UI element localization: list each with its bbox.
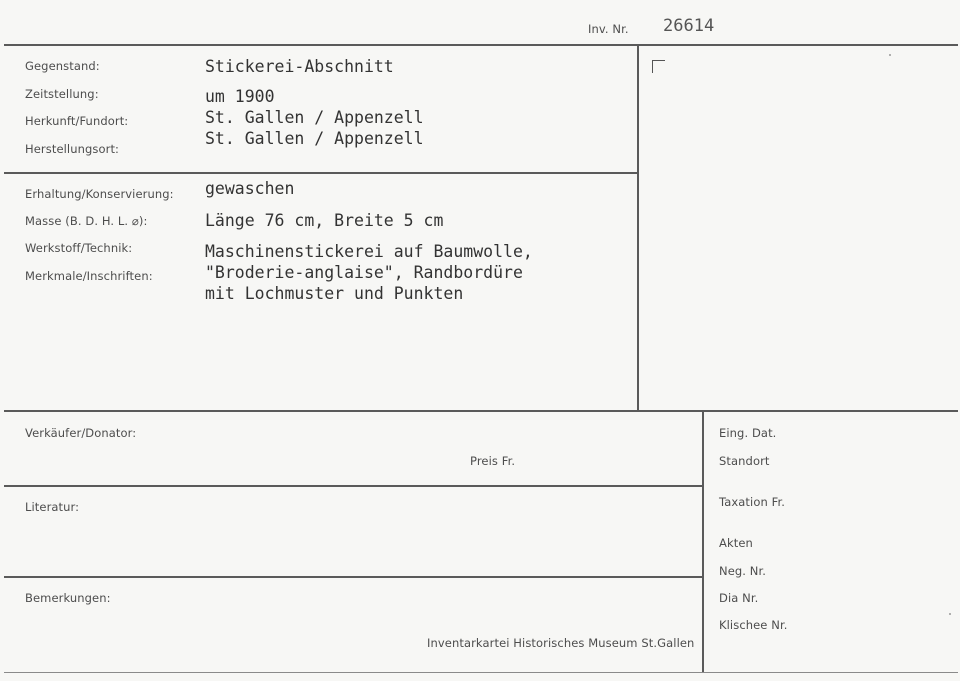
value-erhaltung: gewaschen — [205, 179, 295, 198]
value-zeitstellung: um 1900 — [205, 87, 275, 106]
label-zeitstellung: Zeitstellung: — [25, 87, 99, 101]
inv-number: 26614 — [663, 16, 715, 36]
label-masse: Masse (B. D. H. L. ⌀): — [25, 214, 148, 228]
divider-bemerkungen — [4, 576, 703, 578]
value-masse: Länge 76 cm, Breite 5 cm — [205, 211, 444, 230]
inv-nr-label: Inv. Nr. — [588, 22, 629, 36]
label-dia-nr: Dia Nr. — [719, 591, 759, 605]
label-standort: Standort — [719, 454, 770, 468]
value-technik-line2: "Broderie-anglaise", Randbordüre — [205, 263, 523, 282]
label-verkaeufer: Verkäufer/Donator: — [25, 426, 137, 440]
label-bemerkungen: Bemerkungen: — [25, 591, 111, 605]
divider-literatur — [4, 485, 703, 487]
photo-corner-mark — [652, 60, 665, 73]
lower-column-divider — [702, 410, 704, 672]
section-divider-2 — [4, 410, 958, 412]
label-akten: Akten — [719, 536, 753, 550]
label-taxation: Taxation Fr. — [719, 495, 786, 509]
label-erhaltung: Erhaltung/Konservierung: — [25, 187, 174, 201]
value-technik-line3: mit Lochmuster und Punkten — [205, 284, 464, 303]
speck — [949, 613, 951, 615]
label-herstellungsort: Herstellungsort: — [25, 142, 120, 156]
top-rule — [4, 44, 958, 46]
label-gegenstand: Gegenstand: — [25, 59, 100, 73]
label-preis: Preis Fr. — [470, 454, 516, 468]
value-herkunft: St. Gallen / Appenzell — [205, 108, 424, 127]
label-herkunft: Herkunft/Fundort: — [25, 114, 129, 128]
label-klischee-nr: Klischee Nr. — [719, 618, 788, 632]
value-gegenstand: Stickerei-Abschnitt — [205, 57, 394, 76]
right-column-divider — [637, 44, 639, 411]
value-herstellungsort: St. Gallen / Appenzell — [205, 129, 424, 148]
label-merkmale: Merkmale/Inschriften: — [25, 269, 153, 283]
label-eing-dat: Eing. Dat. — [719, 426, 777, 440]
section-divider-1 — [4, 172, 638, 174]
bottom-rule — [4, 672, 958, 673]
label-literatur: Literatur: — [25, 500, 80, 514]
value-technik-line1: Maschinenstickerei auf Baumwolle, — [205, 242, 533, 261]
label-neg-nr: Neg. Nr. — [719, 564, 767, 578]
label-werkstoff: Werkstoff/Technik: — [25, 241, 133, 255]
card-footer: Inventarkartei Historisches Museum St.Gallen — [427, 636, 695, 650]
speck — [889, 54, 891, 56]
